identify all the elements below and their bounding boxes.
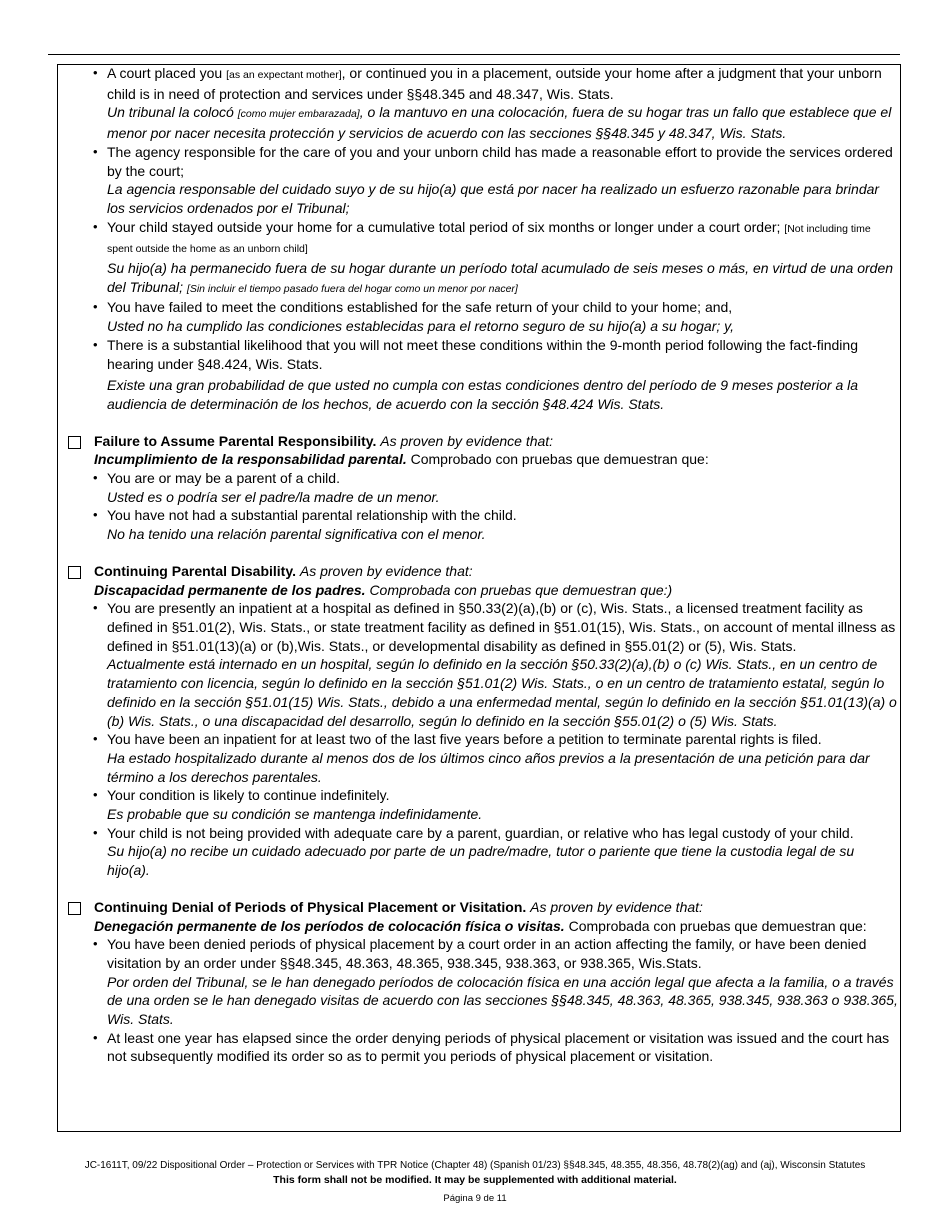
list-item: • Your child is not being provided with adequate care by a parent, guardian, or relative who has legal custody of your child. Su hijo(a) no recibe un cuidado adecuado por parte de un padre/madre, tutor o pariente que tiene la custodia legal de su hijo(a). (66, 824, 898, 880)
list-item: • You are presently an inpatient at a hospital as defined in §50.33(2)(a),(b) or (c), Wis. Stats., a licensed treatment facility as defined in §51.01(2), Wis. Stats., or state treatment facility as defined in §51.01(15), Wis. Stats., on account of mental illness as defined in §51.01(13)(a) or (b),Wis. Stats., or developmental disability as defined in §55.01(2) or (5), Wis. Stats. Actualmente está internado en un hospital, según lo definido en la sección §50.33(2)(a),(b) o (c) Wis. Stats., en un centro de tratamiento con licencia, según lo definido en la sección §51.01(2) Wis. Stats., o en un centro de tratamiento estatal, según lo definido en la sección §51.01(15) Wis. Stats., debido a una enfermedad mental, según lo definido en la sección §51.01(13)(a) o (b) Wis. Stats., o una discapacidad del desarrollo, según lo definido en la sección §55.01(2) o (5) Wis. Stats. (66, 599, 898, 730)
list-item: • Your child stayed outside your home for a cumulative total period of six months or longer under a court order; [Not including time spent outside the home as an unborn child] Su hijo(a) ha permanecido fuera de su hogar durante un período total acumulado de seis meses o más, en virtud de una orden del Tribunal; [Sin incluir el tiempo pasado fuera del hogar como un menor por nacer] (66, 218, 898, 299)
top-rule (48, 54, 900, 55)
form-notice: This form shall not be modified. It may be supplemented with additional material. (273, 1174, 677, 1186)
list-item: • You are or may be a parent of a child. Usted es o podría ser el padre/la madre de un menor. (66, 469, 898, 506)
page-content (66, 64, 898, 1066)
list-item: • Your condition is likely to continue indefinitely. Es probable que su condición se mantenga indefinidamente. (66, 786, 898, 823)
section-continuing-disability: Continuing Parental Disability. As proven by evidence that: Discapacidad permanente de los padres. Comprobada con pruebas que demuestran que:) (66, 562, 898, 599)
list-item: • You have not had a substantial parental relationship with the child. No ha tenido una relación parental significativa con el menor. (66, 506, 898, 543)
list-item: • You have been an inpatient for at least two of the last five years before a petition to terminate parental rights is filed. Ha estado hospitalizado durante al menos dos de los últimos cinco años previos a la presentación de una petición para dar término a los derechos parentales. (66, 730, 898, 786)
list-item: • A court placed you [as an expectant mother], or continued you in a placement, outside your home after a judgment that your unborn child is in need of protection and services under §§48.345 and 48.347, Wis. Stats. Un tribunal la colocó [como mujer embarazada], o la mantuvo en una colocación, fuera de su hogar tras un fallo que establece que el menor por nacer necesita protección y servicios de acuerdo con las secciones §§48.345 y 48.347, Wis. Stats. (66, 64, 898, 143)
list-item: • At least one year has elapsed since the order denying periods of physical placement or visitation was issued and the court has not subsequently modified its order so as to permit you periods of physical placement or visitation. (66, 1029, 898, 1066)
section-continuing-denial: Continuing Denial of Periods of Physical Placement or Visitation. As proven by evidence that: Denegación permanente de los períodos de colocación física o visitas. Comprobada con pruebas que demuestran que: (66, 898, 898, 935)
form-id: JC-1611T, 09/22 Dispositional Order – Protection or Services with TPR Notice (Chapter 48) (Spanish 01/23) §§48.345, 48.355, 48.356, 48.78(2)(ag) and (aj), Wisconsin Statutes (84, 1160, 866, 1171)
list-item: • You have failed to meet the conditions established for the safe return of your child to your home; and, Usted no ha cumplido las condiciones establecidas para el retorno seguro de su hijo(a) a su hogar; y, (66, 298, 898, 335)
checkbox-continuing-disability[interactable] (68, 566, 81, 579)
checkbox-failure-to-assume[interactable] (68, 436, 81, 449)
section-failure-to-assume: Failure to Assume Parental Responsibility. As proven by evidence that: Incumplimiento de la responsabilidad parental. Comprobado con pruebas que demuestran que: (66, 432, 898, 469)
list-item: • The agency responsible for the care of you and your unborn child has made a reasonable effort to provide the services ordered by the court; La agencia responsable del cuidado suyo y de su hijo(a) que está por nacer ha realizado un esfuerzo razonable para brindar los servicios ordenados por el Tribunal; (66, 143, 898, 218)
list-item: • There is a substantial likelihood that you will not meet these conditions within the 9-month period following the fact-finding hearing under §48.424, Wis. Stats. Existe una gran probabilidad de que usted no cumpla con estas condiciones dentro del período de 9 meses posterior a la audiencia de determinación de los hechos, de acuerdo con la sección §48.424 Wis. Stats. (66, 336, 898, 414)
checkbox-continuing-denial[interactable] (68, 902, 81, 915)
page-number: Página 9 de 11 (443, 1193, 507, 1204)
list-item: • You have been denied periods of physical placement by a court order in an action affecting the family, or have been denied visitation by an order under §§48.345, 48.363, 48.365, 938.345, 938.363, or 938.365, Wis.Stats. Por orden del Tribunal, se le han denegado períodos de colocación física en una acción legal que afecta a la familia, o a través de una orden se le han denegado visitas de acuerdo con las secciones §§48.345, 48.363, 48.365, 938.345, 938.363 o 938.365, Wis. Stats. (66, 935, 898, 1029)
